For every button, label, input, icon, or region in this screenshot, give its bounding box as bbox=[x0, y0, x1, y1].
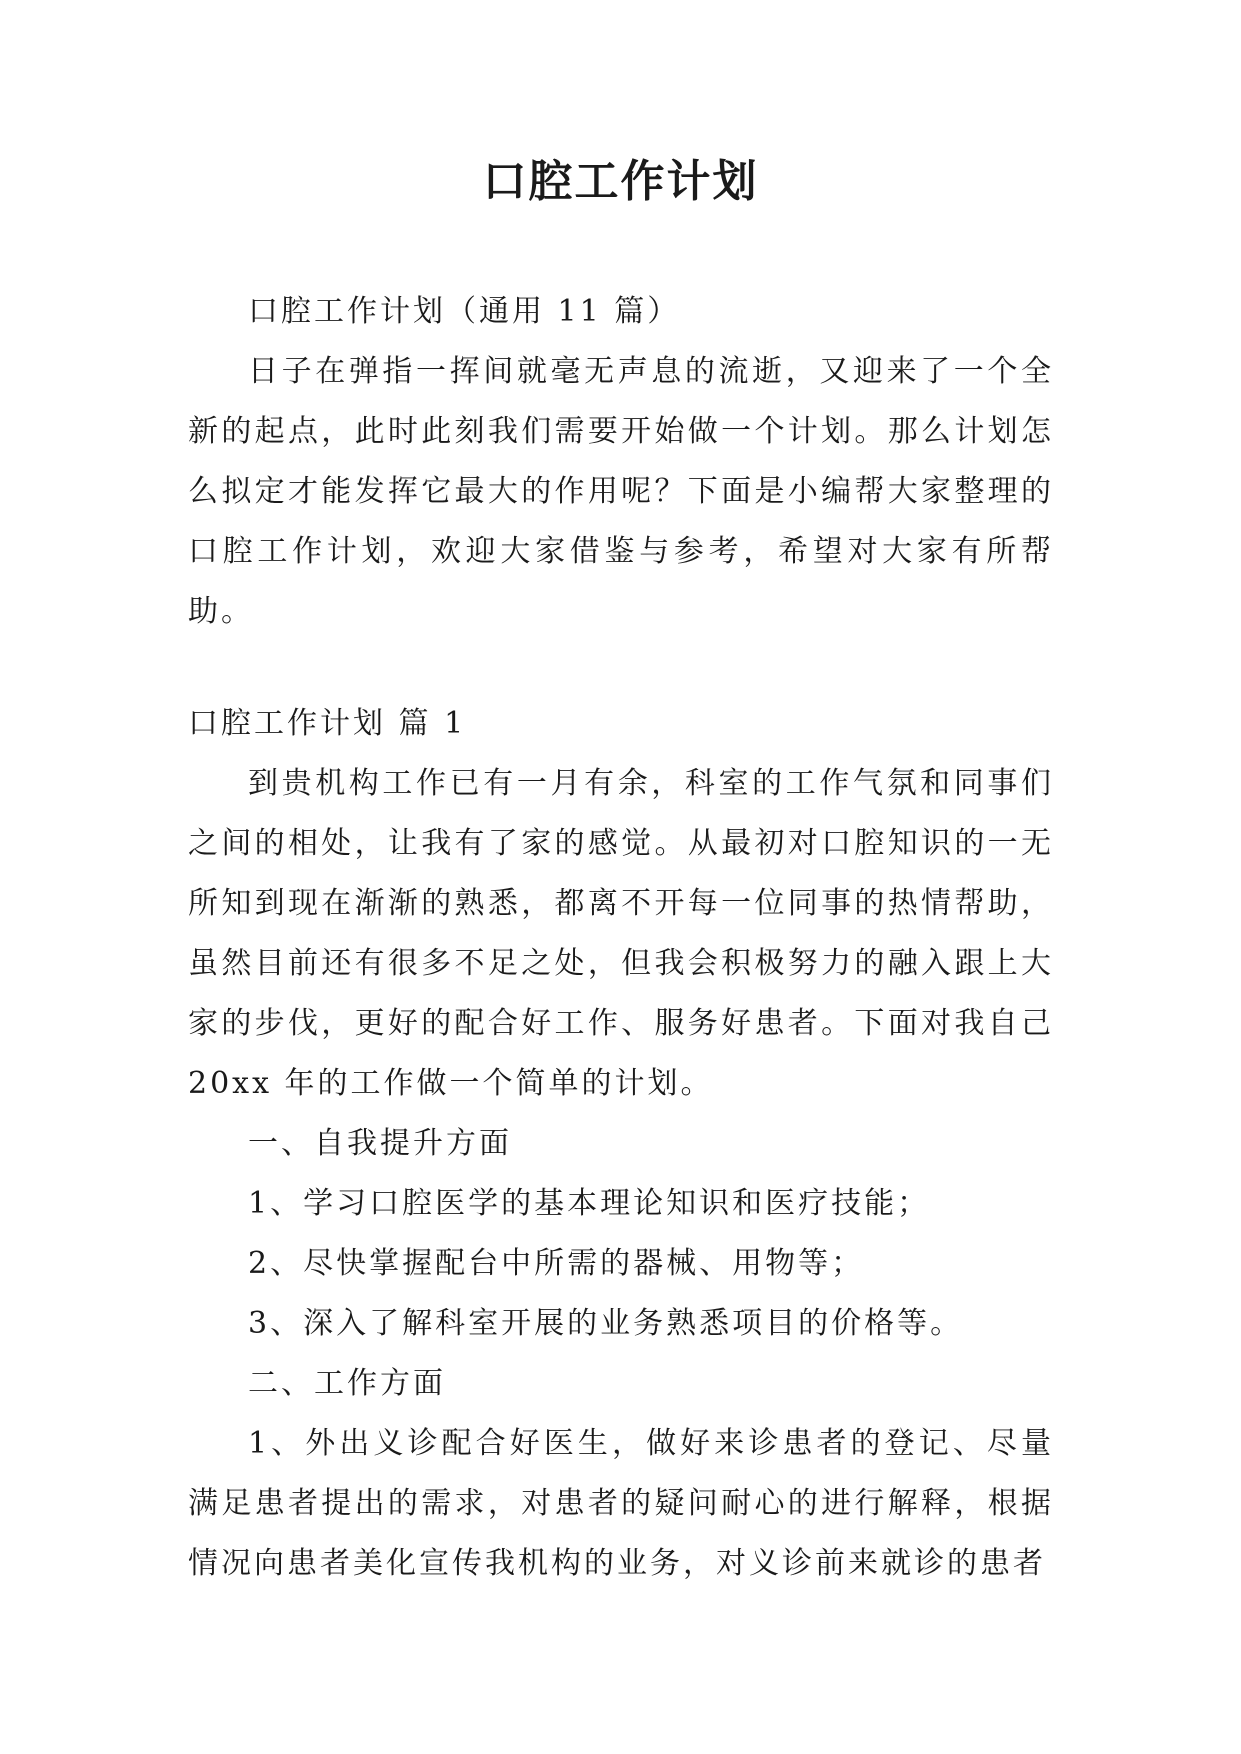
list-heading-work: 二、工作方面 bbox=[248, 1366, 446, 1401]
section-paragraph: 到贵机构工作已有一月有余，科室的工作气氛和同事们之间的相处，让我有了家的感觉。从最初对口腔知识的一无所知到现在渐渐的熟悉，都离不开每一位同事的热情帮助，虽然目前还有很多不足之处，但我会积极努力的融入跟上大家的步伐，更好的配合好工作、服务好患者。下面对我自己 20xx 年的工作做一个简单的计划。 bbox=[188, 766, 1054, 1101]
list-item: 1、外出义诊配合好医生，做好来诊患者的登记、尽量满足患者提出的需求，对患者的疑问耐心的进行解释，根据情况向患者美化宣传我机构的业务，对义诊前来就诊的患者 bbox=[188, 1426, 1054, 1581]
list-item: 1、学习口腔医学的基本理论知识和医疗技能； bbox=[248, 1186, 931, 1221]
intro-block bbox=[188, 282, 1054, 642]
document-subtitle: 口腔工作计划（通用 11 篇） bbox=[248, 294, 681, 329]
list-item: 2、尽快掌握配台中所需的器械、用物等； bbox=[248, 1246, 865, 1281]
intro-paragraph: 日子在弹指一挥间就毫无声息的流逝，又迎来了一个全新的起点，此时此刻我们需要开始做一个计划。那么计划怎么拟定才能发挥它最大的作用呢？下面是小编帮大家整理的口腔工作计划，欢迎大家借鉴与参考，希望对大家有所帮助。 bbox=[188, 354, 1054, 629]
list-heading-self-improvement: 一、自我提升方面 bbox=[248, 1126, 512, 1161]
section-heading: 口腔工作计划 篇 1 bbox=[188, 706, 467, 741]
document-title: 口腔工作计划 bbox=[482, 156, 759, 207]
list-item: 3、深入了解科室开展的业务熟悉项目的价格等。 bbox=[248, 1306, 964, 1341]
section-1 bbox=[188, 694, 1054, 1594]
